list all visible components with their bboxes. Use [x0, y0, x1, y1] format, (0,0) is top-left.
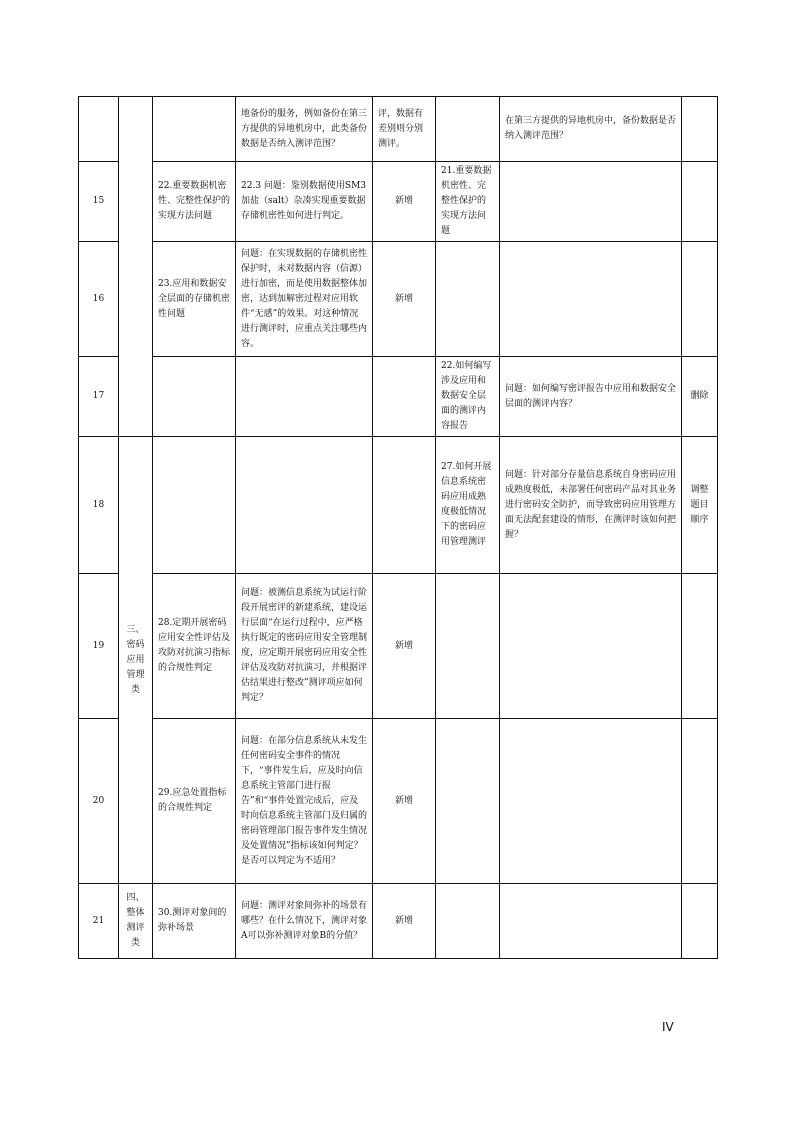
row-number-cell: 21: [79, 884, 119, 959]
old-question-cell: [500, 162, 682, 242]
row-number-cell: 17: [79, 357, 119, 437]
category-cell: 四、整体测评类: [119, 884, 153, 959]
remark-cell: [682, 97, 718, 162]
page-number: IV: [662, 1020, 674, 1034]
old-item-cell: [436, 719, 500, 884]
change-type-cell: 新增: [373, 884, 436, 959]
change-type-cell: 新增: [373, 162, 436, 242]
new-item-cell: [153, 437, 236, 574]
new-question-cell: 问题：测评对象间弥补的场景有哪些？在什么情况下，测评对象A可以弥补测评对象B的分值？: [236, 884, 373, 959]
new-question-cell: 22.3 问题：鉴别数据使用SM3加盐（salt）杂凑实现重要数据存储机密性如何进行判定。: [236, 162, 373, 242]
new-question-cell: 问题：被测信息系统为试运行阶段开展密评的新建系统，建设运行层面“在运行过程中，应严格执行既定的密码应用安全管理制度，应定期开展密码应用安全性评估及攻防对抗演习，并根据评估结果进行整改”测评项应如何判定？: [236, 574, 373, 719]
new-item-cell: 22.重要数据机密性、完整性保护的实现方法问题: [153, 162, 236, 242]
table-row: [79, 719, 718, 884]
remark-cell: [682, 884, 718, 959]
old-item-cell: 21.重要数据机密性、完整性保护的实现方法问题: [436, 162, 500, 242]
row-number-cell: 18: [79, 437, 119, 574]
old-item-cell: 27.如何开展信息系统密码应用成熟度极低情况下的密码应用管理测评: [436, 437, 500, 574]
old-question-cell: 问题：针对部分存量信息系统自身密码应用成熟度极低，未部署任何密码产品对其业务进行密码安全防护，而导致密码应用管理方面无法配套建设的情形，在测评时该如何把握？: [500, 437, 682, 574]
remark-cell: [682, 162, 718, 242]
new-item-cell: [153, 97, 236, 162]
old-question-cell: 问题：如何编写密评报告中应用和数据安全层面的测评内容？: [500, 357, 682, 437]
remark-cell: [682, 719, 718, 884]
new-item-cell: 28.定期开展密码应用安全性评估及攻防对抗演习指标的合规性判定: [153, 574, 236, 719]
table-row: [79, 97, 718, 162]
change-type-cell: [373, 357, 436, 437]
change-type-cell: [373, 437, 436, 574]
old-item-cell: [436, 97, 500, 162]
new-item-cell: 30.测评对象间的弥补场景: [153, 884, 236, 959]
table-row: [79, 357, 718, 437]
old-item-cell: [436, 574, 500, 719]
old-question-cell: [500, 719, 682, 884]
old-question-cell: [500, 242, 682, 357]
row-number-cell: 15: [79, 162, 119, 242]
new-question-cell: [236, 437, 373, 574]
new-item-cell: [153, 357, 236, 437]
remark-cell: [682, 574, 718, 719]
table-row: [79, 884, 718, 959]
new-question-cell: 问题：在部分信息系统从未发生任何密码安全事件的情况下，“事件发生后，应及时向信息系统主管部门进行报告”和“事件处置完成后，应及时向信息系统主管部门及归属的密码管理部门报告事件发生情况及处置情况”指标该如何判定？是否可以判定为不适用？: [236, 719, 373, 884]
remark-cell: 调整题目顺序: [682, 437, 718, 574]
old-question-cell: [500, 574, 682, 719]
table-row: [79, 574, 718, 719]
row-number-cell: 20: [79, 719, 119, 884]
row-number-cell: 16: [79, 242, 119, 357]
new-question-cell: 问题：在实现数据的存储机密性保护时，未对数据内容（信源）进行加密，而是使用数据整体加密，达到加解密过程对应用软件“无感”的效果。对这种情况进行测评时，应重点关注哪些内容。: [236, 242, 373, 357]
table-row: [79, 162, 718, 242]
table-row: [79, 242, 718, 357]
category-cell: [119, 97, 153, 437]
old-item-cell: [436, 884, 500, 959]
remark-cell: 删除: [682, 357, 718, 437]
new-item-cell: 23.应用和数据安全层面的存储机密性问题: [153, 242, 236, 357]
row-number-cell: 19: [79, 574, 119, 719]
new-question-cell: 地备份的服务，例如备份在第三方提供的异地机房中，此类备份数据是否纳入测评范围？: [236, 97, 373, 162]
new-question-cell: [236, 357, 373, 437]
change-type-cell: 新增: [373, 242, 436, 357]
row-number-cell: [79, 97, 119, 162]
old-question-cell: [500, 884, 682, 959]
old-item-cell: 22.如何编写涉及应用和数据安全层面的测评内容报告: [436, 357, 500, 437]
change-type-cell: 新增: [373, 574, 436, 719]
old-question-cell: 在第三方提供的异地机房中，备份数据是否纳入测评范围？: [500, 97, 682, 162]
old-item-cell: [436, 242, 500, 357]
change-type-cell: 评，数据有差别则分别测评。: [373, 97, 436, 162]
change-type-cell: 新增: [373, 719, 436, 884]
category-cell: 三、密码应用管理类: [119, 437, 153, 884]
remark-cell: [682, 242, 718, 357]
new-item-cell: 29.应急处置指标的合规性判定: [153, 719, 236, 884]
change-table: [78, 96, 718, 959]
table-row: [79, 437, 718, 574]
